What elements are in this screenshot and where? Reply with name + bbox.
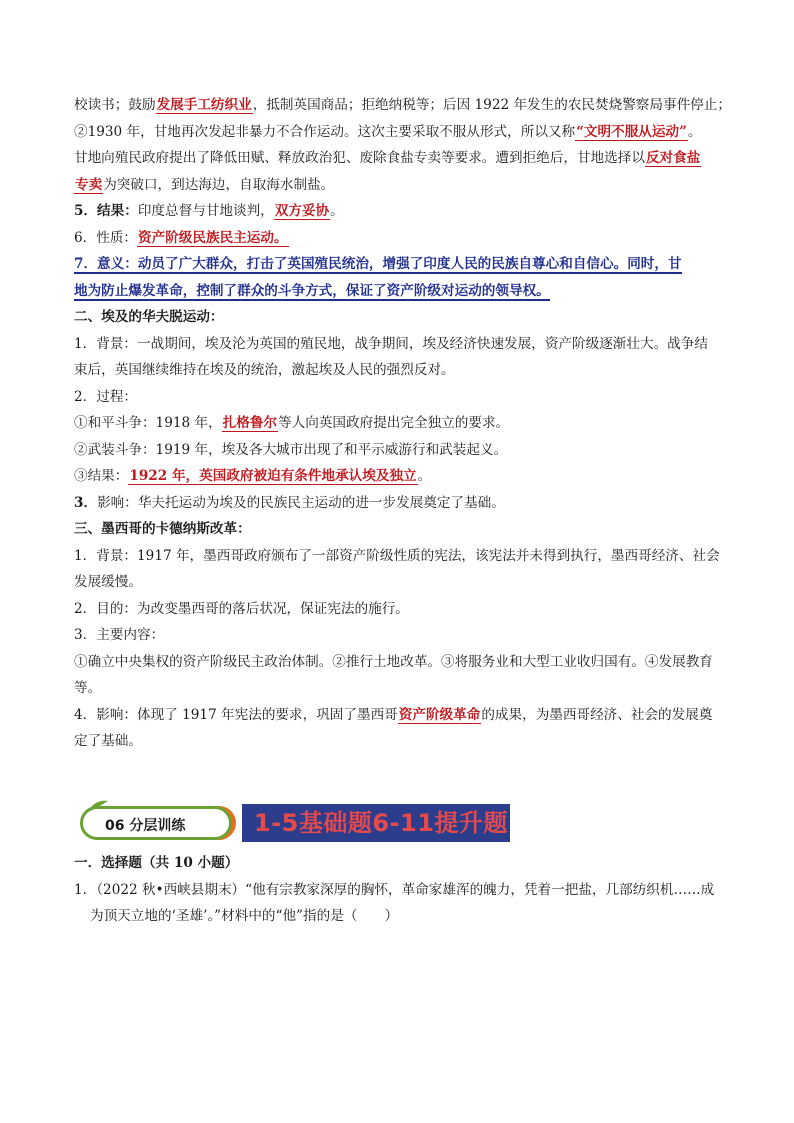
leaf-icon bbox=[87, 799, 109, 813]
paragraph-line: ③结果：1922 年，英国政府被迫有条件地承认埃及独立。 bbox=[74, 468, 432, 484]
nature-line: 6．性质：资产阶级民族民主运动。 bbox=[74, 229, 288, 246]
significance-line: 7．意义：动员了广大群众，打击了英国殖民统治，增强了印度人民的民族自尊心和自信心。同时，甘 bbox=[74, 256, 682, 272]
result-line: 5．结果：印度总督与甘地谈判，双方妥协。 bbox=[74, 203, 344, 219]
question-1 bbox=[74, 877, 724, 930]
highlight-term: “文明不服从运动” bbox=[576, 123, 687, 140]
paragraph-line: 发展缓慢。 bbox=[74, 574, 142, 590]
paragraph-line: ①确立中央集权的资产阶级民主政治体制。②推行土地改革。③将服务业和大型工业收归国有。④发展教育 bbox=[74, 653, 713, 670]
paragraph-line: 等。 bbox=[74, 680, 102, 696]
paragraph-line: 2．目的：为改变墨西哥的落后状况，保证宪法的施行。 bbox=[74, 600, 409, 617]
paragraph-line: ②1930 年，甘地再次发起非暴力不合作运动。这次主要采取不服从形式，所以又称“文明不服从运动”。 bbox=[74, 123, 702, 140]
exercise-block bbox=[74, 850, 724, 930]
highlight-term: 双方妥协 bbox=[274, 203, 330, 219]
paragraph-line: 甘地向殖民政府提出了降低田赋、释放政治犯、废除食盐专卖等要求。遭到拒绝后，甘地选择以反对食盐 bbox=[74, 150, 701, 166]
paragraph-line: 校读书；鼓励发展手工纺织业，抵制英国商品；拒绝纳税等；后因 1922 年发生的农民焚烧警察局事件停止； bbox=[74, 97, 731, 113]
banner-title: 1-5基础题6-11提升题 bbox=[242, 804, 510, 842]
paragraph-line: 3．影响：华夫托运动为埃及的民族民主运动的进一步发展奠定了基础。 bbox=[74, 494, 505, 511]
paragraph-line: 3．主要内容： bbox=[74, 627, 165, 643]
paragraph-line: 1．背景：1917 年，墨西哥政府颁布了一部资产阶级性质的宪法，该宪法并未得到执行，墨西哥经济、社会 bbox=[74, 547, 720, 564]
paragraph-line: ①和平斗争：1918 年，扎格鲁尔等人向英国政府提出完全独立的要求。 bbox=[74, 415, 510, 431]
exercise-section-heading: 一．选择题（共 10 小题） bbox=[74, 855, 239, 871]
highlight-term: 反对食盐 bbox=[645, 150, 701, 166]
paragraph-line: 2．过程： bbox=[74, 388, 138, 405]
question-text: （2022 秋•西峡县期末）“他有宗教家深厚的胸怀，革命家雄浑的魄力，凭着一把盐，几部纺织机……成 bbox=[96, 881, 715, 898]
highlight-term: 发展手工纺织业 bbox=[156, 97, 252, 113]
section-heading: 二、埃及的华夫脱运动： bbox=[74, 309, 224, 325]
paragraph-line: 4．影响：体现了 1917 年宪法的要求，巩固了墨西哥资产阶级革命的成果，为墨西哥经济、社会的发展奠 bbox=[74, 706, 713, 723]
highlight-term: 1922 年，英国政府被迫有条件地承认埃及独立 bbox=[129, 468, 417, 484]
highlight-term: 资产阶级革命 bbox=[398, 706, 481, 723]
significance-line: 地为防止爆发革命，控制了群众的斗争方式，保证了资产阶级对运动的领导权。 bbox=[74, 282, 550, 299]
practice-banner bbox=[80, 804, 510, 844]
paragraph-line: 束后，英国继续维持在埃及的统治，激起埃及人民的强烈反对。 bbox=[74, 362, 455, 378]
question-number: 1． bbox=[74, 881, 97, 898]
document-body bbox=[74, 92, 731, 755]
question-text: 为顶天立地的‘圣雄’。”材料中的“他”指的是（ ） bbox=[90, 908, 399, 924]
highlight-term: 资产阶级民族民主运动。 bbox=[138, 229, 288, 246]
section-heading: 三、墨西哥的卡德纳斯改革： bbox=[74, 521, 251, 537]
paragraph-line: 专卖为突破口，到达海边，自取海水制盐。 bbox=[75, 176, 335, 193]
highlight-term: 扎格鲁尔 bbox=[222, 415, 278, 431]
paragraph-line: 1．背景：一战期间，埃及沦为英国的殖民地，战争期间，埃及经济快速发展，资产阶级逐渐壮大。战争结 bbox=[74, 335, 708, 352]
highlight-term: 专卖 bbox=[75, 176, 103, 193]
paragraph-line: ②武装斗争：1919 年，埃及各大城市出现了和平示威游行和武装起义。 bbox=[74, 441, 508, 458]
section-tag bbox=[80, 806, 232, 840]
paragraph-line: 定了基础。 bbox=[74, 733, 142, 749]
section-tag-label: 06 分层训练 bbox=[105, 818, 186, 834]
